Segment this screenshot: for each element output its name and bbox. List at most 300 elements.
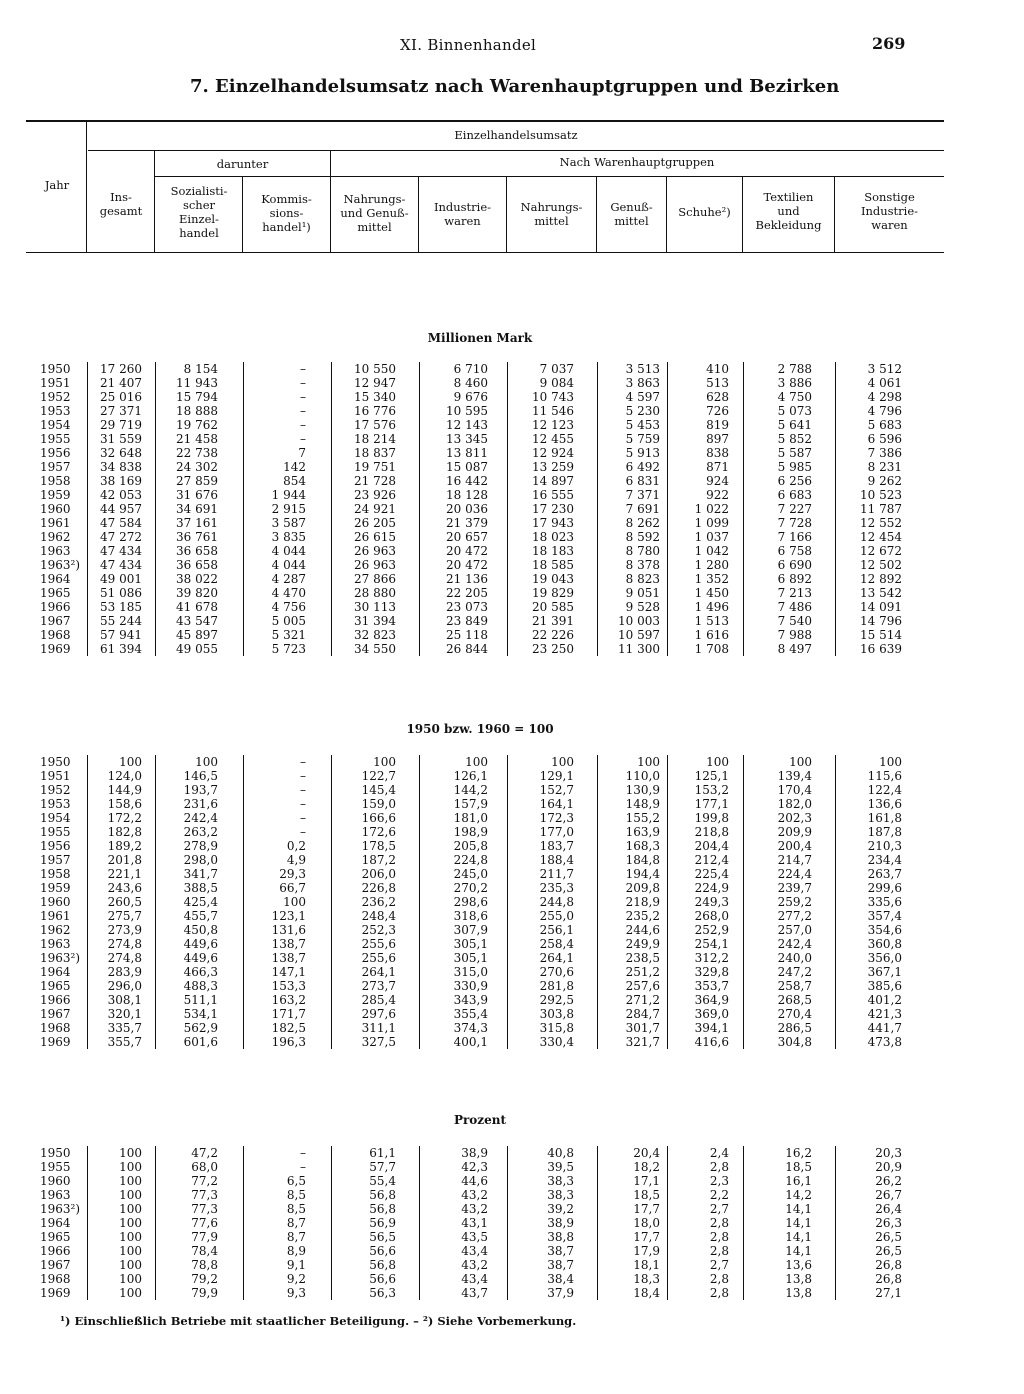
year-cell: 1964: [40, 572, 71, 586]
table-row: [0, 1007, 1024, 1021]
insgesamt-cell: 243,6: [107, 881, 142, 895]
genussmittel-cell: 18,4: [633, 1286, 660, 1300]
table-row: [0, 474, 1024, 488]
table-row: [0, 979, 1024, 993]
textilien-cell: 14,1: [785, 1202, 812, 1216]
table-row: [0, 825, 1024, 839]
table-row: [0, 516, 1024, 530]
insgesamt-cell: 32 648: [100, 446, 142, 460]
schuhe-cell: 329,8: [694, 965, 729, 979]
table-row: [0, 993, 1024, 1007]
sozialistischer-cell: 562,9: [183, 1021, 218, 1035]
sonstige-cell: 385,6: [867, 979, 902, 993]
nahrungs-genuss-cell: 255,6: [361, 937, 396, 951]
nahrungsmittel-cell: 11 546: [532, 404, 574, 418]
year-cell: 1951: [40, 769, 71, 783]
column-divider: [835, 362, 836, 656]
header-einzelhandelsumsatz: Einzelhandelsumsatz: [454, 128, 578, 142]
sonstige-cell: 187,8: [867, 825, 902, 839]
nahrungs-genuss-cell: 23 926: [354, 488, 396, 502]
year-cell: 1950: [40, 1146, 71, 1160]
schuhe-cell: 924: [706, 474, 729, 488]
sonstige-cell: 11 787: [860, 502, 902, 516]
sonstige-cell: 4 796: [867, 404, 902, 418]
sozialistischer-cell: 38 022: [176, 572, 218, 586]
kommissionshandel-cell: –: [300, 825, 306, 839]
textilien-cell: 13,8: [785, 1286, 812, 1300]
sonstige-cell: 7 386: [867, 446, 902, 460]
kommissionshandel-cell: 3 587: [271, 516, 306, 530]
year-cell: 1966: [40, 600, 71, 614]
textilien-cell: 257,0: [777, 923, 812, 937]
kommissionshandel-cell: 142: [283, 460, 306, 474]
genussmittel-cell: 130,9: [625, 783, 660, 797]
column-divider: [155, 1146, 156, 1300]
nahrungsmittel-cell: 16 555: [532, 488, 574, 502]
kommissionshandel-cell: –: [300, 418, 306, 432]
schuhe-cell: 125,1: [694, 769, 729, 783]
textilien-cell: 5 641: [777, 418, 812, 432]
insgesamt-cell: 100: [119, 1286, 142, 1300]
nahrungsmittel-cell: 19 829: [532, 586, 574, 600]
schuhe-cell: 871: [706, 460, 729, 474]
sozialistischer-cell: 31 676: [176, 488, 218, 502]
insgesamt-cell: 38 169: [100, 474, 142, 488]
year-cell: 1964: [40, 965, 71, 979]
kommissionshandel-cell: 4 044: [271, 544, 306, 558]
year-cell: 1955: [40, 432, 71, 446]
page-number: 269: [872, 34, 906, 53]
nahrungs-genuss-cell: 327,5: [361, 1035, 396, 1049]
schuhe-cell: 364,9: [694, 993, 729, 1007]
genussmittel-cell: 4 597: [625, 390, 660, 404]
genussmittel-cell: 8 780: [625, 544, 660, 558]
insgesamt-cell: 61 394: [100, 642, 142, 656]
year-cell: 1951: [40, 376, 71, 390]
industriewaren-cell: 43,7: [461, 1286, 488, 1300]
year-cell: 1967: [40, 614, 71, 628]
nahrungsmittel-cell: 129,1: [539, 769, 574, 783]
sozialistischer-cell: 601,6: [183, 1035, 218, 1049]
sozialistischer-cell: 450,8: [183, 923, 218, 937]
industriewaren-cell: 181,0: [453, 811, 488, 825]
header-nach-warenhauptgruppen: Nach Warenhauptgruppen: [559, 155, 715, 169]
textilien-cell: 6 690: [777, 558, 812, 572]
sonstige-cell: 263,7: [867, 867, 902, 881]
genussmittel-cell: 9 528: [625, 600, 660, 614]
header-jahr: Jahr: [44, 178, 70, 192]
kommissionshandel-cell: –: [300, 1160, 306, 1174]
textilien-cell: 202,3: [777, 811, 812, 825]
table-row: [0, 1272, 1024, 1286]
sozialistischer-cell: 41 678: [176, 600, 218, 614]
sozialistischer-cell: 449,6: [183, 937, 218, 951]
nahrungsmittel-cell: 235,3: [539, 881, 574, 895]
sozialistischer-cell: 231,6: [183, 797, 218, 811]
genussmittel-cell: 17,7: [633, 1202, 660, 1216]
genussmittel-cell: 8 823: [625, 572, 660, 586]
kommissionshandel-cell: 3 835: [271, 530, 306, 544]
nahrungsmittel-cell: 38,3: [547, 1188, 574, 1202]
year-cell: 1963: [40, 1188, 71, 1202]
schuhe-cell: 628: [706, 390, 729, 404]
nahrungsmittel-cell: 7 037: [539, 362, 574, 376]
industriewaren-cell: 43,1: [461, 1216, 488, 1230]
running-header: XI. Binnenhandel: [400, 36, 537, 54]
textilien-cell: 200,4: [777, 839, 812, 853]
sozialistischer-cell: 68,0: [191, 1160, 218, 1174]
section-label-prozent: Prozent: [453, 1113, 507, 1127]
year-cell: 1956: [40, 839, 71, 853]
sonstige-cell: 10 523: [860, 488, 902, 502]
table-row: [0, 614, 1024, 628]
table-row: [0, 502, 1024, 516]
genussmittel-cell: 257,6: [625, 979, 660, 993]
sozialistischer-cell: 146,5: [183, 769, 218, 783]
schuhe-cell: 2,8: [709, 1272, 729, 1286]
nahrungsmittel-cell: 17 943: [532, 516, 574, 530]
table-row: [0, 881, 1024, 895]
table-row: [0, 1188, 1024, 1202]
schuhe-cell: 819: [706, 418, 729, 432]
textilien-cell: 304,8: [777, 1035, 812, 1049]
insgesamt-cell: 100: [119, 1244, 142, 1258]
sozialistischer-cell: 488,3: [183, 979, 218, 993]
schuhe-cell: 394,1: [694, 1021, 729, 1035]
genussmittel-cell: 5 453: [625, 418, 660, 432]
table-row: [0, 1146, 1024, 1160]
industriewaren-cell: 43,4: [461, 1244, 488, 1258]
textilien-cell: 13,6: [785, 1258, 812, 1272]
insgesamt-cell: 100: [119, 1146, 142, 1160]
nahrungs-genuss-cell: 285,4: [361, 993, 396, 1007]
genussmittel-cell: 155,2: [625, 811, 660, 825]
table-row: [0, 1244, 1024, 1258]
sonstige-cell: 122,4: [867, 783, 902, 797]
sonstige-cell: 335,6: [867, 895, 902, 909]
nahrungsmittel-cell: 270,6: [539, 965, 574, 979]
schuhe-cell: 199,8: [694, 811, 729, 825]
textilien-cell: 100: [789, 755, 812, 769]
nahrungsmittel-cell: 40,8: [547, 1146, 574, 1160]
kommissionshandel-cell: 8,7: [286, 1230, 306, 1244]
nahrungs-genuss-cell: 56,8: [369, 1188, 396, 1202]
industriewaren-cell: 12 143: [446, 418, 488, 432]
insgesamt-cell: 100: [119, 1258, 142, 1272]
nahrungsmittel-cell: 281,8: [539, 979, 574, 993]
table-row: [0, 1258, 1024, 1272]
sozialistischer-cell: 77,9: [191, 1230, 218, 1244]
industriewaren-cell: 343,9: [453, 993, 488, 1007]
genussmittel-cell: 100: [637, 755, 660, 769]
schuhe-cell: 410: [706, 362, 729, 376]
sonstige-cell: 115,6: [867, 769, 902, 783]
textilien-cell: 7 486: [777, 600, 812, 614]
industriewaren-cell: 224,8: [453, 853, 488, 867]
textilien-cell: 16,1: [785, 1174, 812, 1188]
kommissionshandel-cell: 5 723: [271, 642, 306, 656]
sonstige-cell: 13 542: [860, 586, 902, 600]
year-cell: 1967: [40, 1007, 71, 1021]
nahrungsmittel-cell: 22 226: [532, 628, 574, 642]
schuhe-cell: 1 496: [694, 600, 729, 614]
textilien-cell: 6 256: [777, 474, 812, 488]
table-row: [0, 404, 1024, 418]
year-cell: 1965: [40, 979, 71, 993]
schuhe-cell: 1 042: [694, 544, 729, 558]
nahrungs-genuss-cell: 172,6: [361, 825, 396, 839]
nahrungsmittel-cell: 20 585: [532, 600, 574, 614]
schuhe-cell: 416,6: [694, 1035, 729, 1049]
kommissionshandel-cell: –: [300, 390, 306, 404]
insgesamt-cell: 51 086: [100, 586, 142, 600]
nahrungsmittel-cell: 256,1: [539, 923, 574, 937]
textilien-cell: 214,7: [777, 853, 812, 867]
nahrungs-genuss-cell: 56,8: [369, 1202, 396, 1216]
year-cell: 1950: [40, 755, 71, 769]
nahrungsmittel-cell: 177,0: [539, 825, 574, 839]
kommissionshandel-cell: 8,5: [286, 1202, 306, 1216]
industriewaren-cell: 270,2: [453, 881, 488, 895]
textilien-cell: 13,8: [785, 1272, 812, 1286]
column-divider: [87, 362, 88, 656]
header-rule-warengruppen: [330, 176, 944, 177]
kommissionshandel-cell: 138,7: [271, 937, 306, 951]
schuhe-cell: 369,0: [694, 1007, 729, 1021]
sozialistischer-cell: 45 897: [176, 628, 218, 642]
nahrungs-genuss-cell: 56,6: [369, 1244, 396, 1258]
nahrungs-genuss-cell: 57,7: [369, 1160, 396, 1174]
column-divider: [419, 1146, 420, 1300]
sozialistischer-cell: 388,5: [183, 881, 218, 895]
schuhe-cell: 249,3: [694, 895, 729, 909]
column-divider: [507, 1146, 508, 1300]
insgesamt-cell: 47 434: [100, 558, 142, 572]
nahrungsmittel-cell: 264,1: [539, 951, 574, 965]
nahrungsmittel-cell: 183,7: [539, 839, 574, 853]
textilien-cell: 286,5: [777, 1021, 812, 1035]
genussmittel-cell: 6 492: [625, 460, 660, 474]
genussmittel-cell: 148,9: [625, 797, 660, 811]
insgesamt-cell: 47 272: [100, 530, 142, 544]
kommissionshandel-cell: 196,3: [271, 1035, 306, 1049]
column-divider: [419, 362, 420, 656]
nahrungs-genuss-cell: 32 823: [354, 628, 396, 642]
industriewaren-cell: 305,1: [453, 937, 488, 951]
nahrungs-genuss-cell: 16 776: [354, 404, 396, 418]
nahrungs-genuss-cell: 12 947: [354, 376, 396, 390]
sonstige-cell: 12 454: [860, 530, 902, 544]
insgesamt-cell: 273,9: [107, 923, 142, 937]
industriewaren-cell: 13 345: [446, 432, 488, 446]
schuhe-cell: 252,9: [694, 923, 729, 937]
schuhe-cell: 1 450: [694, 586, 729, 600]
textilien-cell: 240,0: [777, 951, 812, 965]
sozialistischer-cell: 27 859: [176, 474, 218, 488]
year-cell: 1969: [40, 642, 71, 656]
nahrungsmittel-cell: 38,8: [547, 1230, 574, 1244]
column-divider: [331, 1146, 332, 1300]
insgesamt-cell: 172,2: [107, 811, 142, 825]
insgesamt-cell: 47 434: [100, 544, 142, 558]
sozialistischer-cell: 425,4: [183, 895, 218, 909]
kommissionshandel-cell: –: [300, 362, 306, 376]
insgesamt-cell: 100: [119, 1202, 142, 1216]
kommissionshandel-cell: 4,9: [286, 853, 306, 867]
kommissionshandel-cell: –: [300, 404, 306, 418]
insgesamt-cell: 49 001: [100, 572, 142, 586]
insgesamt-cell: 100: [119, 1230, 142, 1244]
textilien-cell: 209,9: [777, 825, 812, 839]
textilien-cell: 18,5: [785, 1160, 812, 1174]
kommissionshandel-cell: 2 915: [271, 502, 306, 516]
year-cell: 1962: [40, 923, 71, 937]
insgesamt-cell: 100: [119, 755, 142, 769]
sonstige-cell: 4 298: [867, 390, 902, 404]
header-sozialistischer-einzelhandel: Sozialisti- scher Einzel- handel: [170, 184, 228, 240]
genussmittel-cell: 18,3: [633, 1272, 660, 1286]
insgesamt-cell: 260,5: [107, 895, 142, 909]
nahrungs-genuss-cell: 10 550: [354, 362, 396, 376]
industriewaren-cell: 38,9: [461, 1146, 488, 1160]
table-row: [0, 1021, 1024, 1035]
nahrungs-genuss-cell: 30 113: [354, 600, 396, 614]
schuhe-cell: 726: [706, 404, 729, 418]
sonstige-cell: 27,1: [875, 1286, 902, 1300]
kommissionshandel-cell: 171,7: [271, 1007, 306, 1021]
table-row: [0, 923, 1024, 937]
section-label-index: 1950 bzw. 1960 = 100: [406, 722, 554, 736]
year-cell: 1959: [40, 881, 71, 895]
textilien-cell: 170,4: [777, 783, 812, 797]
year-cell: 1959: [40, 488, 71, 502]
insgesamt-cell: 275,7: [107, 909, 142, 923]
insgesamt-cell: 27 371: [100, 404, 142, 418]
kommissionshandel-cell: –: [300, 797, 306, 811]
schuhe-cell: 2,7: [709, 1202, 729, 1216]
year-cell: 1962: [40, 530, 71, 544]
textilien-cell: 259,2: [777, 895, 812, 909]
kommissionshandel-cell: 9,2: [286, 1272, 306, 1286]
nahrungsmittel-cell: 39,5: [547, 1160, 574, 1174]
sonstige-cell: 12 552: [860, 516, 902, 530]
schuhe-cell: 2,8: [709, 1286, 729, 1300]
nahrungsmittel-cell: 39,2: [547, 1202, 574, 1216]
sozialistischer-cell: 15 794: [176, 390, 218, 404]
year-cell: 1960: [40, 1174, 71, 1188]
textilien-cell: 5 073: [777, 404, 812, 418]
sonstige-cell: 20,9: [875, 1160, 902, 1174]
insgesamt-cell: 189,2: [107, 839, 142, 853]
kommissionshandel-cell: 7: [298, 446, 306, 460]
column-divider: [507, 362, 508, 656]
table-row: [0, 544, 1024, 558]
sonstige-cell: 14 091: [860, 600, 902, 614]
sozialistischer-cell: 21 458: [176, 432, 218, 446]
kommissionshandel-cell: –: [300, 783, 306, 797]
table-row: [0, 586, 1024, 600]
footnote: ¹) Einschließlich Betriebe mit staatlicher Beteiligung. – ²) Siehe Vorbemerkung.: [60, 1314, 577, 1328]
table-row: [0, 811, 1024, 825]
year-cell: 1963: [40, 937, 71, 951]
nahrungs-genuss-cell: 248,4: [361, 909, 396, 923]
column-divider: [243, 755, 244, 1049]
table-row: [0, 432, 1024, 446]
industriewaren-cell: 21 136: [446, 572, 488, 586]
insgesamt-cell: 31 559: [100, 432, 142, 446]
sonstige-cell: 473,8: [867, 1035, 902, 1049]
nahrungs-genuss-cell: 236,2: [361, 895, 396, 909]
genussmittel-cell: 110,0: [625, 769, 660, 783]
sozialistischer-cell: 341,7: [183, 867, 218, 881]
header-kommissionshandel: Kommis- sions- handel¹): [261, 192, 312, 234]
sozialistischer-cell: 22 738: [176, 446, 218, 460]
genussmittel-cell: 8 378: [625, 558, 660, 572]
kommissionshandel-cell: 0,2: [286, 839, 306, 853]
textilien-cell: 3 886: [777, 376, 812, 390]
sonstige-cell: 421,3: [867, 1007, 902, 1021]
sonstige-cell: 26,5: [875, 1230, 902, 1244]
table-row: [0, 530, 1024, 544]
year-cell: 1968: [40, 1021, 71, 1035]
kommissionshandel-cell: 100: [283, 895, 306, 909]
column-divider: [597, 362, 598, 656]
industriewaren-cell: 144,2: [453, 783, 488, 797]
nahrungsmittel-cell: 38,9: [547, 1216, 574, 1230]
textilien-cell: 8 497: [777, 642, 812, 656]
industriewaren-cell: 42,3: [461, 1160, 488, 1174]
sonstige-cell: 6 596: [867, 432, 902, 446]
industriewaren-cell: 43,2: [461, 1258, 488, 1272]
nahrungsmittel-cell: 292,5: [539, 993, 574, 1007]
kommissionshandel-cell: –: [300, 1146, 306, 1160]
column-divider: [507, 755, 508, 1049]
schuhe-cell: 224,9: [694, 881, 729, 895]
textilien-cell: 4 750: [777, 390, 812, 404]
schuhe-cell: 177,1: [694, 797, 729, 811]
schuhe-cell: 2,4: [709, 1146, 729, 1160]
insgesamt-cell: 355,7: [107, 1035, 142, 1049]
table-block-millionen-mark: [0, 362, 1024, 656]
textilien-cell: 14,1: [785, 1244, 812, 1258]
year-cell: 1952: [40, 390, 71, 404]
sonstige-cell: 12 502: [860, 558, 902, 572]
nahrungs-genuss-cell: 26 963: [354, 558, 396, 572]
nahrungs-genuss-cell: 159,0: [361, 797, 396, 811]
nahrungsmittel-cell: 315,8: [539, 1021, 574, 1035]
sonstige-cell: 12 892: [860, 572, 902, 586]
sonstige-cell: 26,3: [875, 1216, 902, 1230]
nahrungs-genuss-cell: 255,6: [361, 951, 396, 965]
textilien-cell: 268,5: [777, 993, 812, 1007]
schuhe-cell: 1 280: [694, 558, 729, 572]
nahrungsmittel-cell: 38,4: [547, 1272, 574, 1286]
industriewaren-cell: 355,4: [453, 1007, 488, 1021]
sozialistischer-cell: 263,2: [183, 825, 218, 839]
header-darunter: darunter: [216, 157, 269, 171]
industriewaren-cell: 20 472: [446, 544, 488, 558]
nahrungs-genuss-cell: 122,7: [361, 769, 396, 783]
industriewaren-cell: 318,6: [453, 909, 488, 923]
year-cell: 1954: [40, 811, 71, 825]
schuhe-cell: 2,7: [709, 1258, 729, 1272]
table-row: [0, 867, 1024, 881]
sonstige-cell: 26,8: [875, 1272, 902, 1286]
sozialistischer-cell: 36 658: [176, 544, 218, 558]
sozialistischer-cell: 43 547: [176, 614, 218, 628]
textilien-cell: 6 758: [777, 544, 812, 558]
genussmittel-cell: 8 592: [625, 530, 660, 544]
